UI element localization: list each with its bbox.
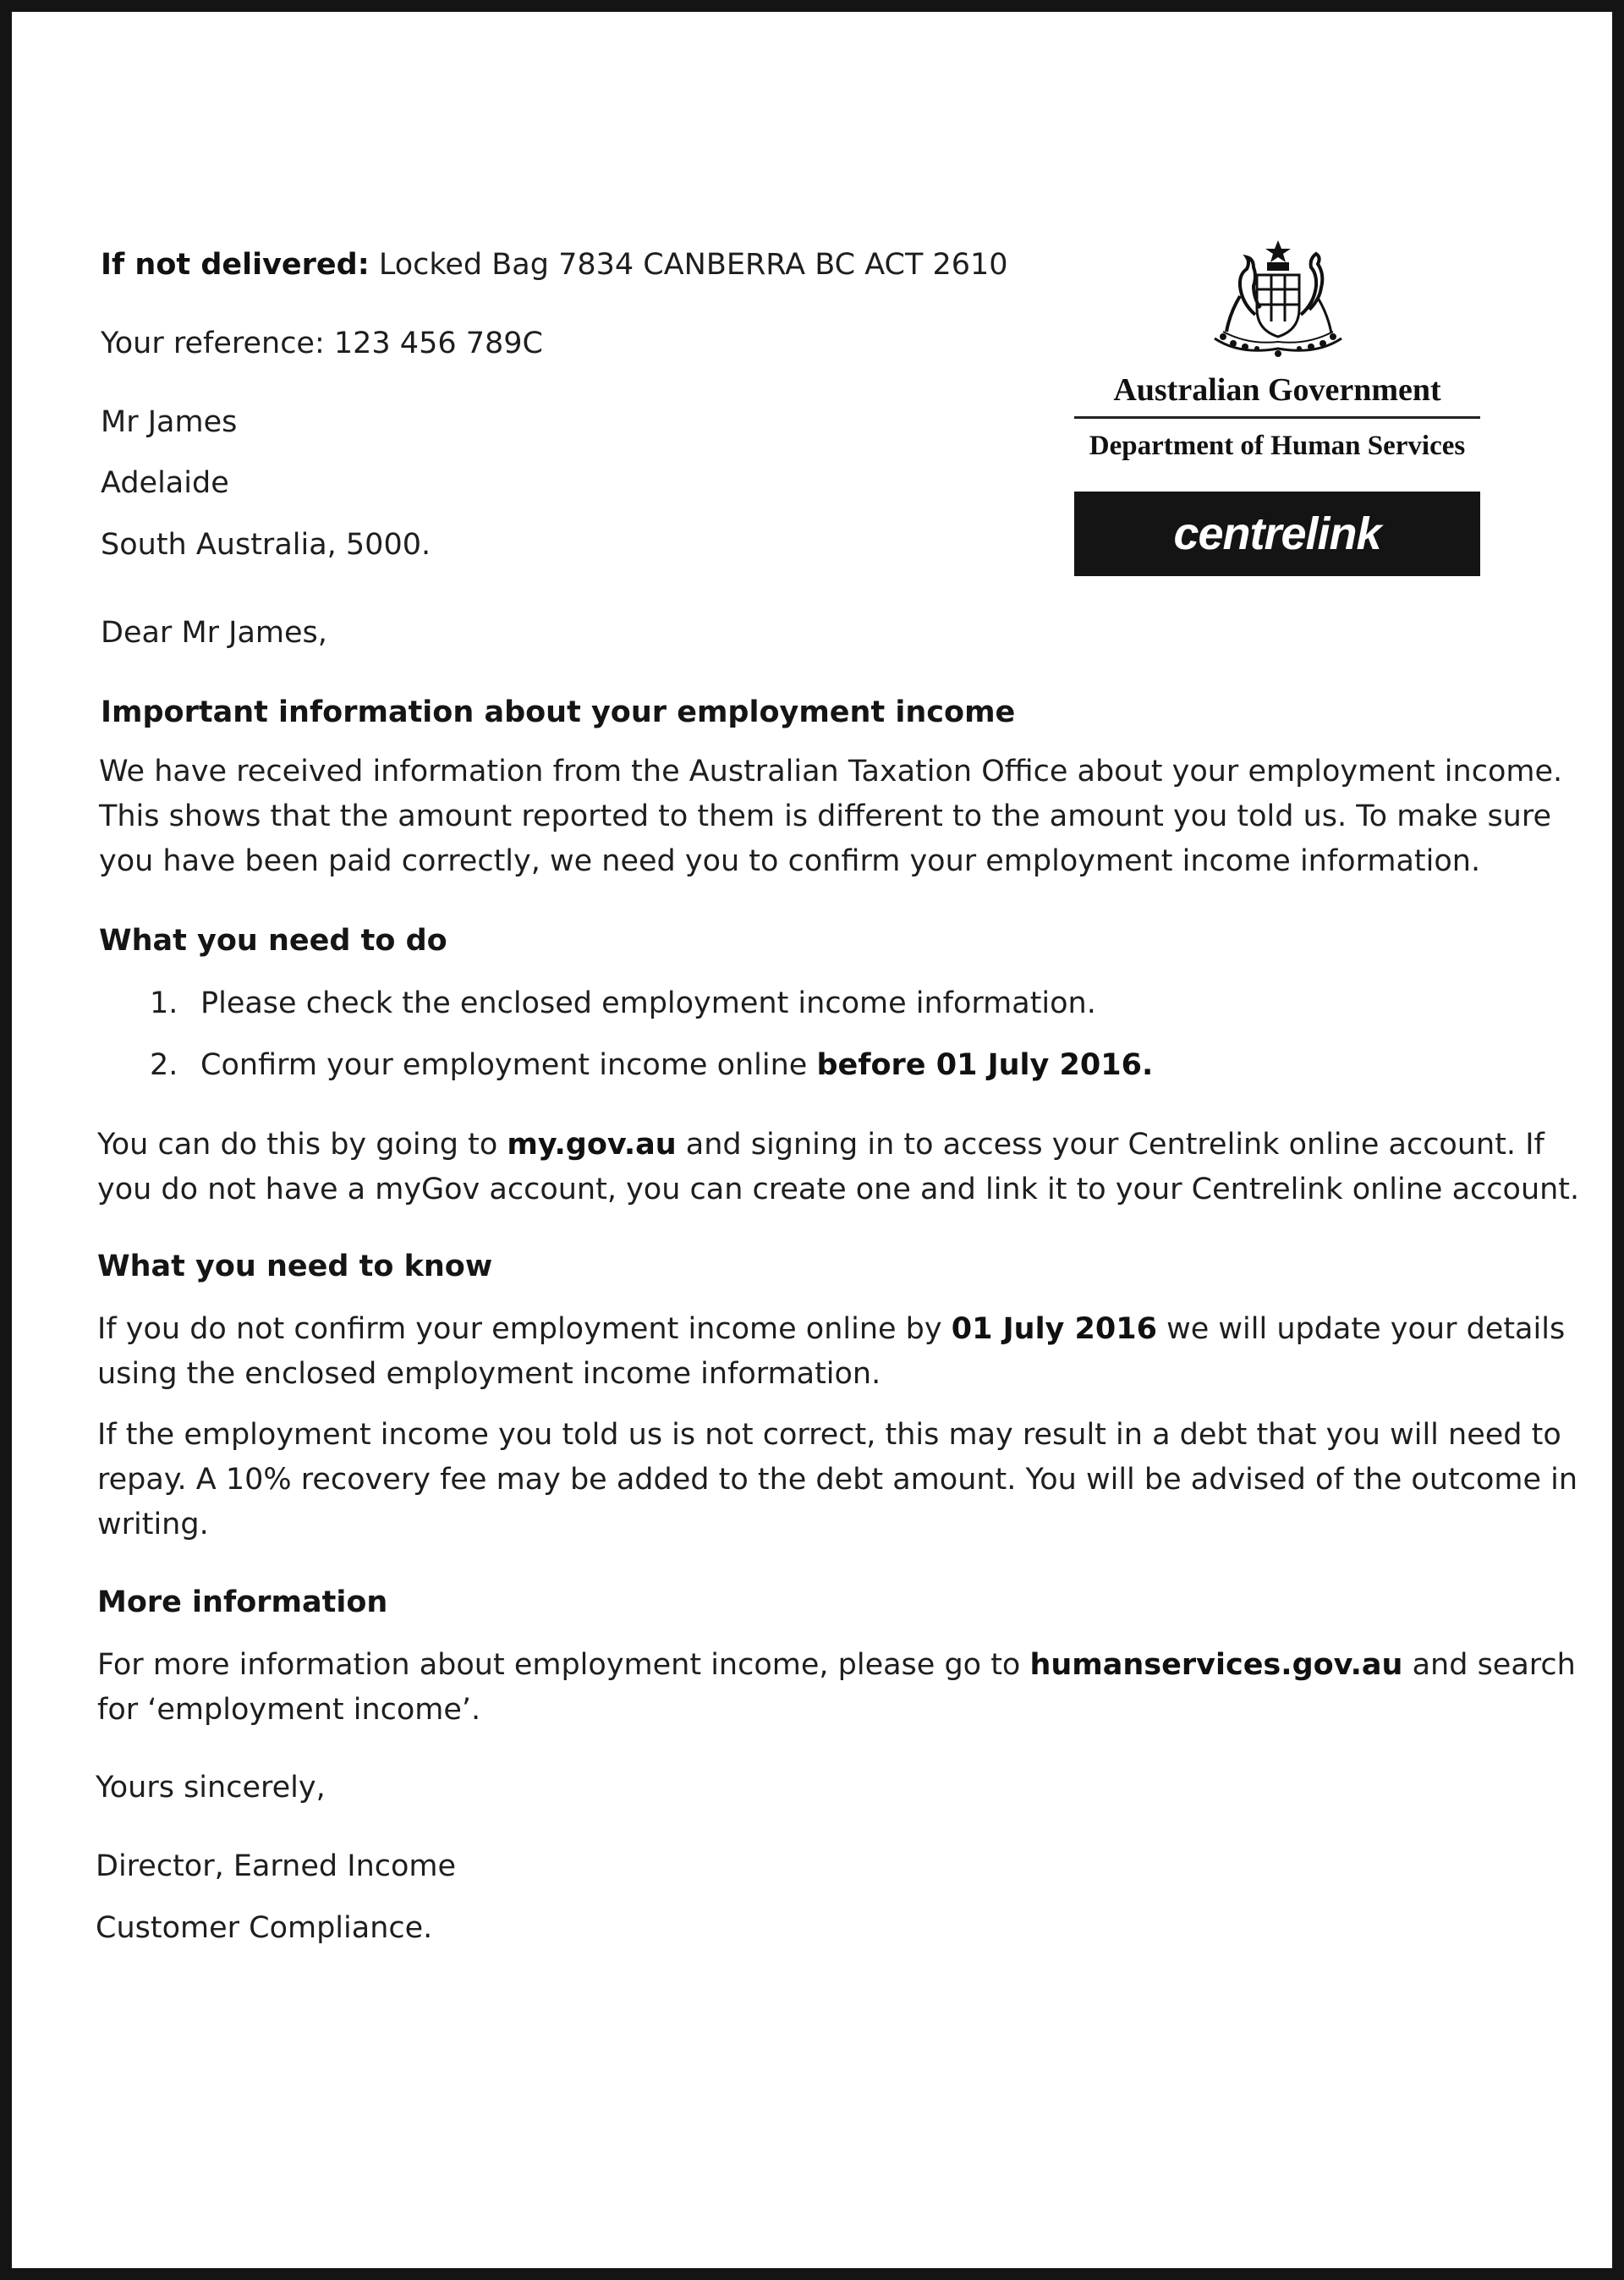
return-address-label: If not delivered: xyxy=(101,248,370,282)
body-text: we will update your details using the enclosed employment income information. xyxy=(97,1312,1566,1391)
section-heading-important-info: Important information about your employment income xyxy=(101,695,1016,729)
recipient-city: Adelaide xyxy=(101,466,229,500)
coat-of-arms-icon xyxy=(1198,237,1358,364)
section-heading-what-to-know: What you need to know xyxy=(97,1250,493,1283)
recipient-state: South Australia, 5000. xyxy=(101,528,431,562)
section-body-more-info xyxy=(97,1643,1594,1733)
list-item-number: 2. xyxy=(150,1048,178,1082)
humanservices-link[interactable]: humanservices.gov.au xyxy=(1029,1648,1403,1682)
agency-logo xyxy=(1073,237,1482,580)
signatory-unit: Customer Compliance. xyxy=(96,1911,433,1945)
list-item-number: 1. xyxy=(150,986,178,1020)
section-body-important-info: We have received information from the Australian Taxation Office about your employment income. This shows that the amount reported to them is different to the amount you told us. To make sure you have been paid correctly, we need you to confirm your employment income information. xyxy=(99,755,1563,878)
government-name: Australian Government xyxy=(1113,372,1441,408)
deadline-text: before 01 July 2016. xyxy=(816,1048,1154,1082)
deadline-text: 01 July 2016 xyxy=(951,1312,1157,1346)
body-text: and signing in to access your Centrelink online account. If you do not have a myGov account, you can create one and link it to your Centrelink online account. xyxy=(97,1128,1580,1206)
body-text: and search for ‘employment income’. xyxy=(97,1648,1576,1727)
section-body-what-to-know-1 xyxy=(97,1307,1594,1397)
reference-number: Your reference: 123 456 789C xyxy=(101,327,543,360)
brand-name: centrelink xyxy=(1173,508,1381,559)
salutation: Dear Mr James, xyxy=(101,616,327,650)
return-address-value: Locked Bag 7834 CANBERRA BC ACT 2610 xyxy=(369,248,1008,282)
body-text: You can do this by going to xyxy=(97,1128,508,1162)
section-heading-what-to-do: What you need to do xyxy=(99,924,447,958)
mygov-link[interactable]: my.gov.au xyxy=(507,1128,677,1162)
recipient-name: Mr James xyxy=(101,405,238,439)
section-body-what-to-do xyxy=(97,1123,1594,1212)
section-heading-more-info: More information xyxy=(97,1585,388,1619)
list-item xyxy=(150,1043,1153,1087)
centrelink-logo xyxy=(1074,492,1480,576)
closing: Yours sincerely, xyxy=(96,1771,326,1805)
body-text: If you do not confirm your employment income online by xyxy=(97,1312,952,1346)
signatory-title: Director, Earned Income xyxy=(96,1849,457,1883)
list-item xyxy=(150,981,1096,1025)
list-item-text: Confirm your employment income online xyxy=(200,1048,817,1082)
section-body-what-to-know-2: If the employment income you told us is not correct, this may result in a debt that you will need to repay. A 10% recovery fee may be added to the debt amount. You will be advised of the outcome in writing. xyxy=(97,1418,1578,1541)
body-text: For more information about employment income, please go to xyxy=(97,1648,1030,1682)
return-address xyxy=(101,243,1008,287)
logo-divider xyxy=(1074,416,1480,419)
department-name: Department of Human Services xyxy=(1089,431,1466,461)
list-item-text: Please check the enclosed employment income information. xyxy=(200,986,1096,1020)
